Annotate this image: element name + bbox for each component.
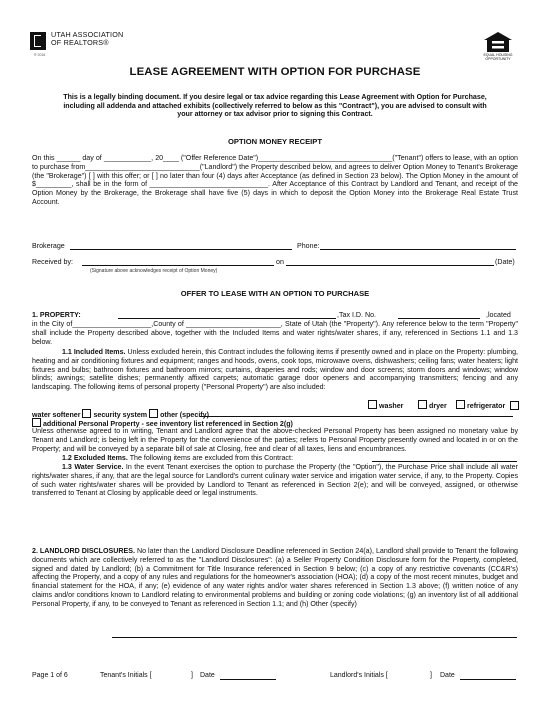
section-1-paragraph <box>32 320 518 346</box>
checkbox-refrigerator[interactable] <box>456 400 505 410</box>
security-system-label: security system <box>93 411 148 419</box>
section-1-3-text: In the event Tenant exercises the option to purchase the Property (the "Option"), the Purchase Price shall include all water rights/water shares, if any, that are the legal source for Landlord's current culinary water service and irrigation water service, if any, to the Property. Copies of such water rights/water shares will be provided by Landlord to Tenant as referenced in Section 2(e); and will be conveyed, assigned, or otherwise transferred to Tenant at Closing by applicable deed or legal instruments. <box>32 463 518 498</box>
section-1-2-heading: 1.2 Excluded Items. <box>62 454 128 462</box>
document-title: LEASE AGREEMENT WITH OPTION FOR PURCHASE <box>129 66 421 78</box>
received-by-label: Received by: <box>32 258 74 266</box>
phone-field[interactable] <box>320 249 516 250</box>
receipt-text: On this ______ day of ____________, 20____ ("Offer Reference Date")__________________________________("Tenant") offers to lease, with an option to purchase from_____________________________("Landlord") the Property described below, and agrees to deliver Option Money to Tenant's Brokerage (the "Brokerage") [ ] with this offer; or [ ] no later than four (4) days after Acceptance (as defined in Section 23 below). The Option Money in the amount of $_________, shall be in the form of ______________________________. After Acceptance of this Contract by Landlord and Tenant, and receipt of the Option Money by the Brokerage, the Brokerage shall have five (5) days in which to deposit the Option Money into the Brokerage Real Estate Trust Account. <box>32 154 518 206</box>
tenant-date-label: Date <box>200 672 215 679</box>
section-1-1-heading: 1.1 Included Items. <box>62 348 126 356</box>
refrigerator-checkbox-icon[interactable] <box>456 400 465 409</box>
section-2-text: No later than the Landlord Disclosure Deadline referenced in Section 24(a), Landlord shall provide to Tenant the following documents which are collectively referred to as the "Landlord Disclosures": (a) a Seller Property Condition Disclosure form for the Property, completed, signed and dated by Landlord; (b) a Commitment for Title Insurance referenced in Section 9 below; (c) a copy of any restrictive covenants (CC&R's) affecting the Property, and a copy of any rules and regulations for the homeowner's association (HOA); (d) a copy of the most recent minutes, budget and financial statement for the HOA, if any; (e) evidence of any water rights and/or water shares referenced in Section 1.3 above; (f) written notice of any claims and/or conditions known to Landlord relating to environmental problems and building or zoning code violations; (g) an inventory list of all additional Personal Property, if any, to be conveyed to Tenant as referenced in Section 1.1; and (h) Other (specify) <box>32 547 518 608</box>
water-softener-checkbox-icon[interactable] <box>82 409 91 418</box>
uar-logo-icon <box>30 32 46 50</box>
washer-checkbox-icon[interactable] <box>368 400 377 409</box>
tenant-initials-label: Tenant's Initials [ <box>100 672 152 679</box>
section-1-2-text: The following items are excluded from this Contract: <box>129 454 293 462</box>
receipt-heading: OPTION MONEY RECEIPT <box>228 137 322 146</box>
section-1-1-tail-text: Unless otherwise agreed to in writing, Tenant and Landlord agree that the above-checked Personal Property has been assigned no monetary value by Tenant and Landlord; is being left in the Property for the convenience of the parties; refers to Personal Property presently owned and located in or on the Property; and will be conveyed by a separate bill of sale at Closing, free and clear of all taxes, liens and encumbrances. <box>32 427 518 453</box>
on-label: on <box>276 258 284 266</box>
water-softener-label: water softener <box>32 411 81 419</box>
checkbox-dryer[interactable] <box>418 400 447 410</box>
logo-line-1: UTAH ASSOCIATION <box>51 30 124 39</box>
section-1-text: in the City of____________________,County of ________________________, State of Utah (the "Property"). Any reference below to the term "Property" shall include the Property described above, together with the Included Items and water rights/water shares, if any, referenced in Sections 1.1 and 1.3 below. <box>32 320 518 346</box>
additional-property-checkbox-icon[interactable] <box>32 418 41 427</box>
received-date-field[interactable] <box>286 265 494 266</box>
brokerage-label: Brokerage <box>32 242 65 250</box>
located-label: ,located <box>486 311 511 319</box>
page-number: Page 1 of 6 <box>32 672 68 679</box>
refrigerator-label: refrigerator <box>466 402 506 410</box>
receipt-paragraph <box>32 154 518 207</box>
tenant-date-field[interactable] <box>220 679 276 680</box>
section-1-3-heading: 1.3 Water Service. <box>62 463 124 471</box>
signature-note: (Signature above acknowledges receipt of Option Money) <box>90 268 218 274</box>
logo-line-2: OF REALTORS® <box>51 38 109 47</box>
tax-id-label: ,Tax I.D. No. <box>337 311 377 319</box>
equal-housing-logo <box>478 31 518 61</box>
dryer-label: dryer <box>428 402 447 410</box>
brokerage-field[interactable] <box>70 249 292 250</box>
other-specify-label: other (specify) <box>160 411 209 419</box>
landlord-date-field[interactable] <box>460 679 516 680</box>
security-system-checkbox-icon[interactable] <box>149 409 158 418</box>
checkbox-washer[interactable] <box>368 400 403 410</box>
other-personal-property-field[interactable] <box>200 416 513 417</box>
landlord-initials-close: ] <box>430 672 432 679</box>
logo-text <box>51 31 123 47</box>
phone-label: Phone: <box>297 242 320 250</box>
additional-property-label: additional Personal Property - see inventory list referenced in Section 2(g) <box>42 420 293 428</box>
washer-label: washer <box>378 402 404 410</box>
section-1-1-paragraph <box>32 348 518 392</box>
refrigerator-trailing-checkbox-icon[interactable] <box>510 401 519 410</box>
landlord-date-label: Date <box>440 672 455 679</box>
property-address-field[interactable] <box>118 318 336 319</box>
offer-heading: OFFER TO LEASE WITH AN OPTION TO PURCHASE <box>180 289 370 298</box>
tenant-initials-close: ] <box>191 672 193 679</box>
tax-id-field[interactable] <box>398 318 480 319</box>
other-disclosures-field[interactable] <box>112 637 517 638</box>
equal-housing-icon <box>483 31 513 53</box>
section-1-1-text: Unless excluded herein, this Contract includes the following items if presently owned and in place on the Property: plumbing, heating and air conditioning fixtures and equipment; ranges and hoods, ovens, cook tops, microwave ovens, dishwashers; ceiling fans; water heaters; light fixtures and bulbs; bathroom fixtures and bathroom mirrors; curtains, draperies and rods; window and door screens; storm doors and windows; window blinds; awnings; satellite dishes; permanently affixed carpets; automatic garage door openers and accompanying transmitters; fencing and any landscaping. The following items of personal property ("Personal Property") are also included: <box>32 348 518 391</box>
eho-caption: EQUAL HOUSING OPPORTUNITY <box>483 53 513 61</box>
intro-notice: This is a legally binding document. If you desire legal or tax advice regarding this Lease Agreement with Option for Purchase, including all addenda and attached exhibits (collectively referred to below as this "Contract"), you are advised to consult with your attorney or tax advisor prior to signing this Contract. <box>63 93 487 119</box>
section-1-1-tail <box>32 427 518 453</box>
landlord-initials-label: Landlord's Initials [ <box>330 672 388 679</box>
section-1-2-line <box>62 454 293 462</box>
date-label: (Date) <box>495 258 515 266</box>
received-by-field[interactable] <box>82 265 274 266</box>
logo-small-text: ® 2016 <box>34 53 46 57</box>
excluded-items-field[interactable] <box>372 461 517 462</box>
section-1-heading: 1. PROPERTY: <box>32 311 81 319</box>
section-2-heading: 2. LANDLORD DISCLOSURES. <box>32 547 135 555</box>
dryer-checkbox-icon[interactable] <box>418 400 427 409</box>
section-1-3-paragraph <box>32 463 518 498</box>
section-2-paragraph <box>32 547 518 608</box>
